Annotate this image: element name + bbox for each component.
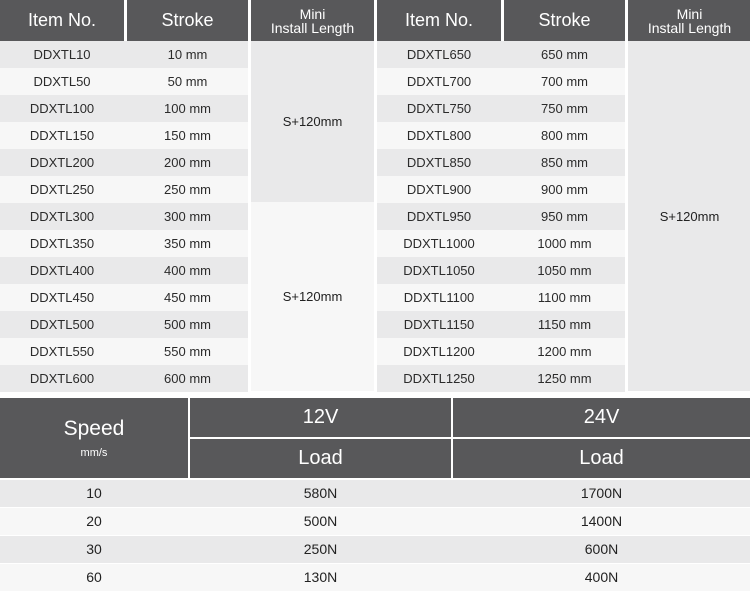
stroke-cell: 650 mm [541,47,588,62]
stroke-cell: 450 mm [164,290,211,305]
table-row [377,365,625,392]
table-row [377,284,625,311]
speed-cell: 10 [86,485,102,501]
speed-row [0,536,750,563]
table-row [377,311,625,338]
table-row [377,203,625,230]
table-row [0,122,248,149]
header-mini-line1-right: Mini [676,5,703,22]
stroke-cell: 100 mm [164,101,211,116]
table-row [377,257,625,284]
item-no-cell: DDXTL850 [406,155,472,170]
item-no-cell: DDXTL750 [406,101,472,116]
table-row [377,338,625,365]
header-24v: 24V [453,398,750,437]
table-row [0,365,248,392]
item-no-cell: DDXTL800 [406,128,472,143]
speed-row [0,480,750,507]
item-no-cell: DDXTL700 [406,74,472,89]
table-row [0,41,248,68]
item-no-cell: DDXTL600 [29,371,95,386]
table-row [0,338,248,365]
item-no-cell: DDXTL550 [29,344,95,359]
stroke-cell: 800 mm [541,128,588,143]
stroke-cell: 150 mm [164,128,211,143]
stroke-cell: 350 mm [164,236,211,251]
header-stroke-right: Stroke [504,0,625,41]
table-row [377,41,625,68]
stroke-cell: 900 mm [541,182,588,197]
item-no-cell: DDXTL650 [406,47,472,62]
speed-cell: 60 [86,569,102,585]
table-row [0,176,248,203]
header-mini-install-length [251,0,374,41]
stroke-cell: 1050 mm [537,263,592,278]
load-24v-cell: 400N [584,569,619,585]
speed-cell: 20 [86,513,102,529]
speed-load-table [0,398,750,591]
stroke-cell: 850 mm [541,155,588,170]
table-row [0,95,248,122]
table-row [0,230,248,257]
item-no-cell: DDXTL1100 [403,290,475,305]
table-row [0,68,248,95]
item-no-cell: DDXTL10 [33,47,91,62]
header-mini-line1: Mini [299,5,326,22]
load-24v-cell: 1700N [580,485,623,501]
stroke-cell: 750 mm [541,101,588,116]
speed-cell: 30 [86,541,102,557]
item-no-cell: DDXTL950 [406,209,472,224]
load-24v-cell: 1400N [580,513,623,529]
load-12v-cell: 250N [303,541,338,557]
item-no-cell: DDXTL250 [29,182,95,197]
item-no-cell: DDXTL1050 [403,263,475,278]
table-row [0,311,248,338]
load-24v-cell: 600N [584,541,619,557]
stroke-cell: 250 mm [164,182,211,197]
stroke-cell: 550 mm [164,344,211,359]
stroke-cell: 10 mm [167,47,208,62]
table-row [377,176,625,203]
table-row [0,284,248,311]
table-row [377,149,625,176]
header-speed-label: Speed [63,417,125,440]
header-load-12v: Load [190,439,451,478]
item-no-cell: DDXTL100 [29,101,95,116]
stroke-cell: 1150 mm [537,317,592,332]
stroke-cell: 950 mm [541,209,588,224]
header-12v: 12V [190,398,451,437]
header-mini-install-length-right [628,0,750,41]
table-row [377,230,625,257]
item-no-cell: DDXTL450 [29,290,95,305]
stroke-cell: 600 mm [164,371,211,386]
header-load-24v: Load [453,439,750,478]
header-speed-unit: mm/s [80,447,108,459]
stroke-cell: 1250 mm [537,371,592,386]
spec-table-left [0,0,374,391]
item-no-cell: DDXTL1000 [403,236,475,251]
item-no-cell: DDXTL1200 [403,344,475,359]
header-stroke: Stroke [127,0,248,41]
item-no-cell: DDXTL150 [29,128,95,143]
stroke-cell: 500 mm [164,317,211,332]
header-item-no-right: Item No. [377,0,501,41]
table-row [377,122,625,149]
load-12v-cell: 580N [303,485,338,501]
stroke-cell: 1000 mm [537,236,592,251]
header-item-no: Item No. [0,0,124,41]
stroke-cell: 700 mm [541,74,588,89]
header-mini-line2-right: Install Length [647,19,732,36]
table-row [0,149,248,176]
stroke-cell: 300 mm [164,209,211,224]
table-row [0,203,248,230]
table-row [377,95,625,122]
item-no-cell: DDXTL300 [29,209,95,224]
stroke-cell: 1200 mm [537,344,592,359]
install-length-right: S+120mm [628,41,750,391]
item-no-cell: DDXTL1150 [403,317,475,332]
table-row [0,257,248,284]
item-no-cell: DDXTL400 [29,263,95,278]
load-12v-cell: 500N [303,513,338,529]
stroke-cell: 400 mm [164,263,211,278]
speed-row [0,508,750,535]
item-no-cell: DDXTL900 [406,182,472,197]
install-length-left-group1: S+120mm [251,41,374,202]
install-length-left-group2: S+120mm [251,202,374,391]
spec-table-right [377,0,750,391]
load-12v-cell: 130N [303,569,338,585]
stroke-cell: 1100 mm [537,290,592,305]
table-row [377,68,625,95]
item-no-cell: DDXTL200 [29,155,95,170]
item-no-cell: DDXTL500 [29,317,95,332]
speed-row [0,564,750,591]
item-no-cell: DDXTL50 [33,74,91,89]
stroke-cell: 200 mm [164,155,211,170]
item-no-cell: DDXTL350 [29,236,95,251]
stroke-cell: 50 mm [167,74,208,89]
item-no-cell: DDXTL1250 [403,371,475,386]
header-mini-line2: Install Length [270,19,355,36]
header-speed [0,398,188,478]
